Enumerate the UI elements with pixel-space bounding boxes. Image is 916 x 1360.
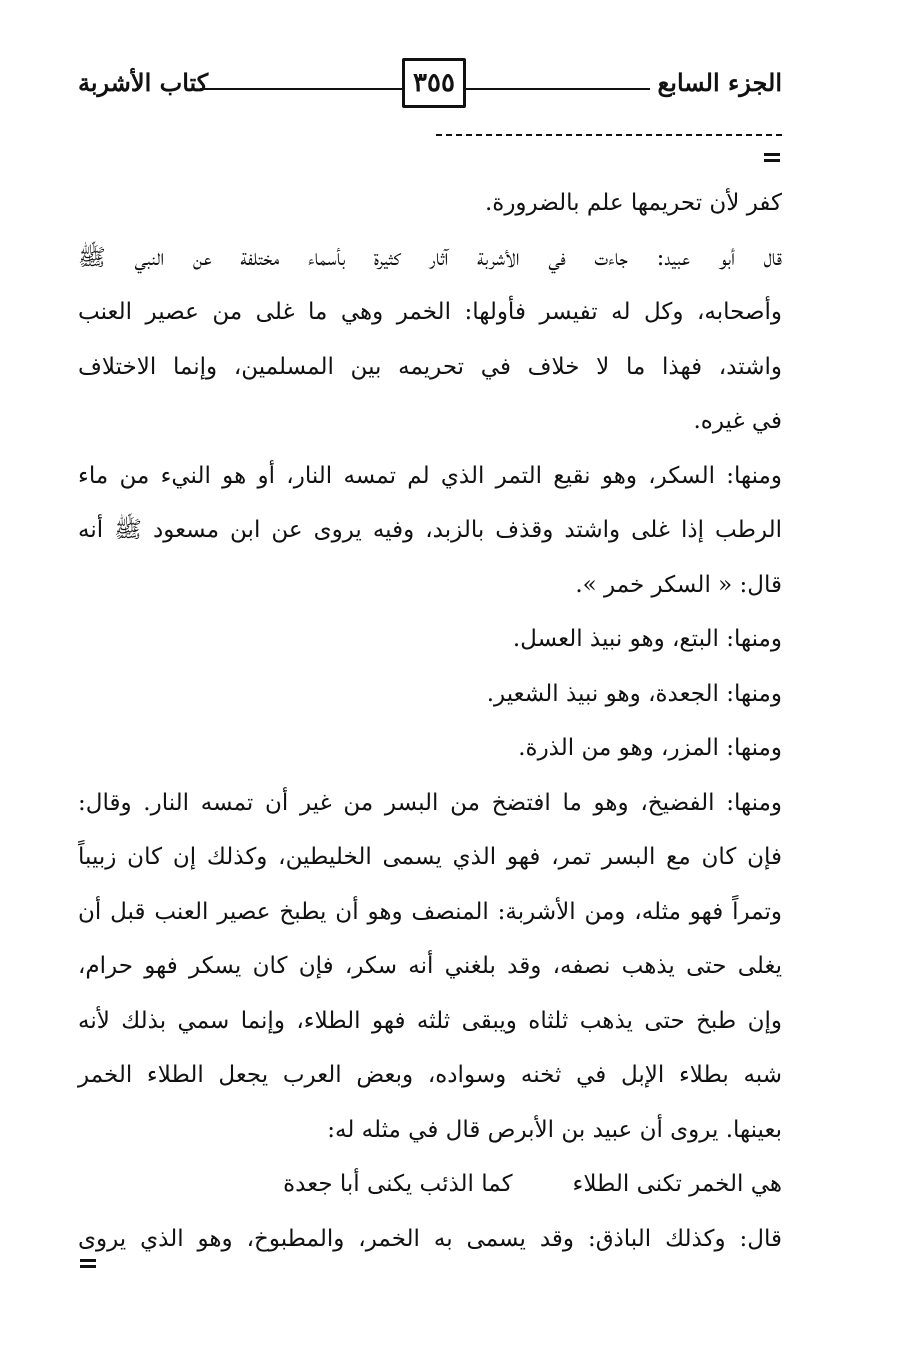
continuation-mark-bottom [80,1259,96,1268]
page-number-box: ٣٥٥ [402,58,466,108]
book-title: كتاب الأشربة [78,68,209,97]
poetry-verse [78,1157,782,1212]
text-line: شبه بطلاء الإبل في ثخنه وسواده، وبعض العرب يجعل الطلاء الخمر [78,1062,782,1088]
text-line: ومنها: الجعدة، وهو نبيذ الشعير. [486,680,782,707]
text-line: واشتد، فهذا ما لا خلاف في تحريمه بين المسلمين، وإنما الاختلاف [78,353,782,380]
text-line: وتمراً فهو مثله، ومن الأشربة: المنصف وهو أن يطبخ عصير العنب قبل أن [78,898,782,925]
text-line: ومنها: السكر، وهو نقيع التمر الذي لم تمسه النار، أو هو النيء من ماء [78,462,782,489]
text-line: يغلى حتى يذهب نصفه، وقد بلغني أنه سكر، فإن كان يسكر فهو حرام، [78,953,782,979]
header-rule-right [450,88,650,90]
main-text [78,176,782,1266]
text-line: الرطب إذا غلى واشتد وقذف بالزبد، وفيه يروى عن ابن مسعود ﷺ أنه [78,517,782,543]
verse-first-hemistich: هي الخمر تكنى الطلاء [572,1171,782,1197]
header-dashed-divider [436,134,782,136]
text-line: في غيره. [693,408,782,434]
text-line: قال: « السكر خمر ». [575,571,782,598]
text-line: ومنها: الفضيخ، وهو ما افتضخ من البسر من غير أن تمسه النار. وقال: [78,789,782,816]
text-line: ومنها: المزر، وهو من الذرة. [518,735,782,761]
text-line: فإن كان مع البسر تمر، فهو الذي يسمى الخليطين، وكذلك إن كان زبيباً [78,844,782,870]
volume-title: الجزء السابع [657,68,782,97]
page-header [78,58,782,118]
text-line: وإن طبخ حتى يذهب ثلثاه ويبقى ثلثه فهو الطلاء، وإنما سمي بذلك لأنه [78,1007,782,1034]
continuation-mark-top [764,153,780,162]
text-line: ومنها: البتع، وهو نبيذ العسل. [512,626,782,652]
text-line: قال: وكذلك الباذق: وقد يسمى به الخمر، والمطبوخ، وهو الذي يروى [78,1225,782,1252]
header-rule-left [200,88,402,90]
text-line: كفر لأن تحريمها علم بالضرورة. [484,190,782,216]
text-line: قال أبو عبيد: جاءت في الأشربة آثار كثيرة بأسماء مختلفة عن النبي ﷺ [78,244,782,271]
verse-second-hemistich: كما الذئب يكنى أبا جعدة [283,1171,513,1197]
text-line: بعينها. يروى أن عبيد بن الأبرص قال في مثله له: [327,1116,782,1143]
text-line: وأصحابه، وكل له تفيسر فأولها: الخمر وهي ما غلى من عصير العنب [78,299,782,325]
